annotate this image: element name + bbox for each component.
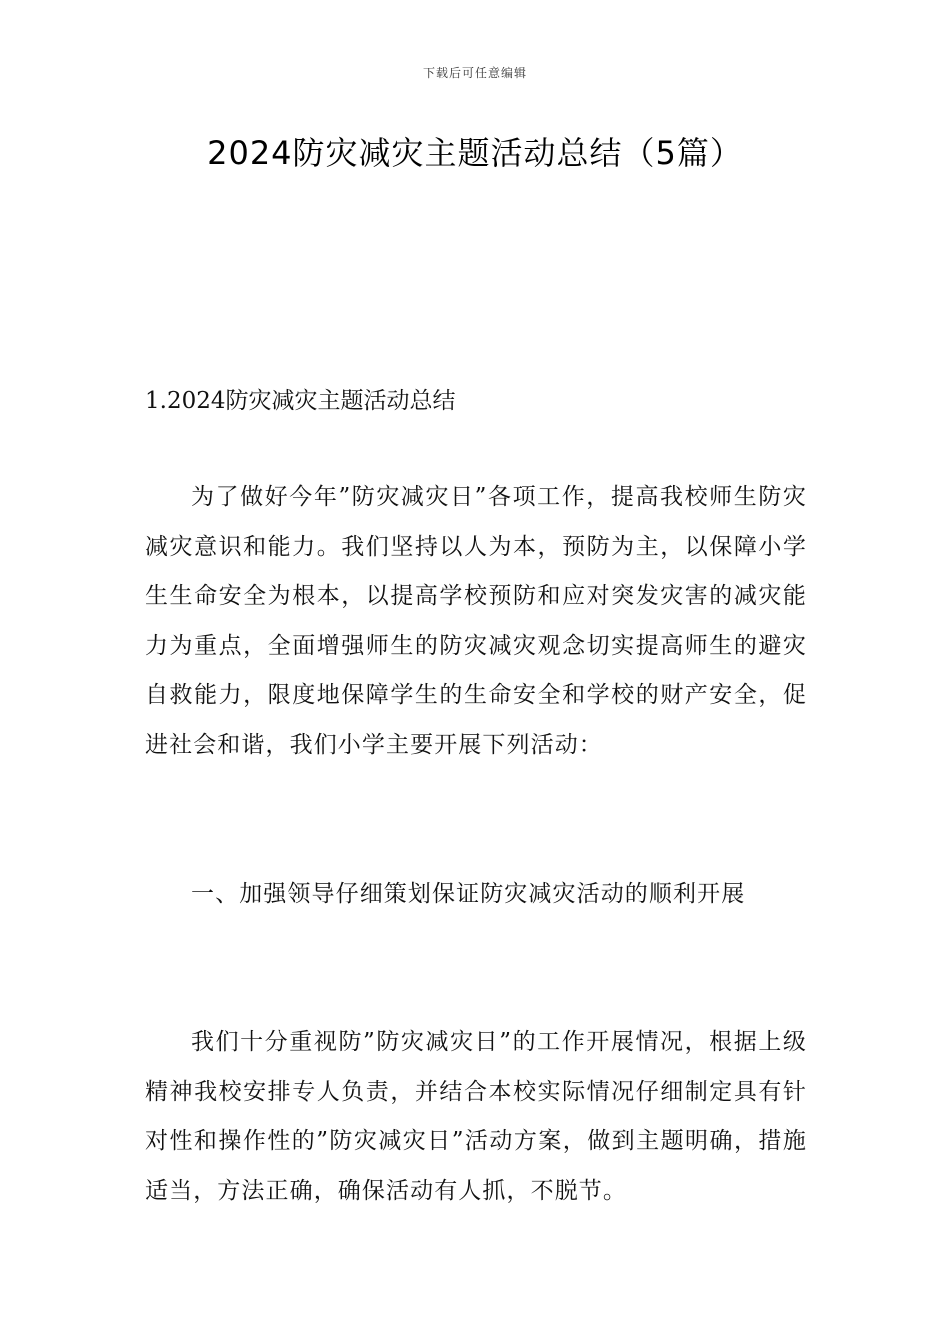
paragraph-intro: 为了做好今年”防灾减灾日”各项工作，提高我校师生防灾减灾意识和能力。我们坚持以人为本，预防为主，以保障小学生生命安全为根本，以提高学校预防和应对突发灾害的减灾能力为重点，全面增强师生的防灾减灾观念切实提高师生的避灾自救能力，限度地保障学生的生命安全和学校的财产安全，促进社会和谐，我们小学主要开展下列活动： [145,484,807,758]
paragraph-two: 我们十分重视防”防灾减灾日”的工作开展情况，根据上级精神我校安排专人负责，并结合本校实际情况仔细制定具有针对性和操作性的”防灾减灾日”活动方案，做到主题明确，措施适当，方法正确，确保活动有人抓，不脱节。 [145,1029,807,1204]
section-heading: 1.2024防灾减灾主题活动总结 [145,388,456,414]
subheading-one: 一、加强领导仔细策划保证防灾减灾活动的顺利开展 [191,881,746,907]
header-note: 下载后可任意编辑 [422,66,527,80]
document-title: 2024防灾减灾主题活动总结（5篇） [207,134,743,172]
